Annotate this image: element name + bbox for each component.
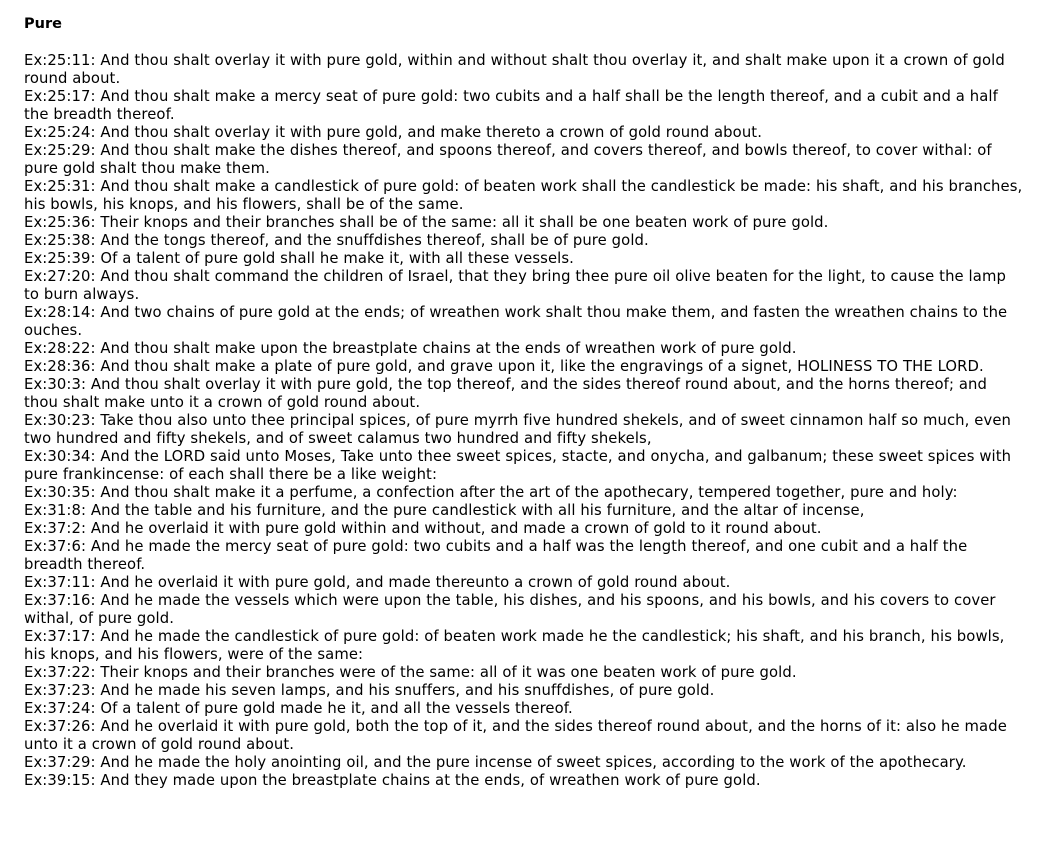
- verse-entry: Ex:37:17: And he made the candlestick of pure gold: of beaten work made he the candlestick; his shaft, and his branch, his bowls, his knops, and his flowers, were of the same:: [24, 628, 1005, 663]
- verse-entry: Ex:30:35: And thou shalt make it a perfume, a confection after the art of the apothecary, tempered together, pure and holy:: [24, 484, 958, 501]
- verse-entry: Ex:37:22: Their knops and their branches were of the same: all of it was one beaten work of pure gold.: [24, 664, 797, 681]
- verse-entry: Ex:37:16: And he made the vessels which were upon the table, his dishes, and his spoons, and his bowls, and his covers to cover withal, of pure gold.: [24, 592, 996, 627]
- verse-entry: Ex:28:36: And thou shalt make a plate of pure gold, and grave upon it, like the engravings of a signet, HOLINESS TO THE LORD.: [24, 358, 984, 375]
- verse-entry: Ex:27:20: And thou shalt command the children of Israel, that they bring thee pure oil olive beaten for the light, to cause the lamp to burn always.: [24, 268, 1006, 303]
- verse-entry: Ex:25:11: And thou shalt overlay it with pure gold, within and without shalt thou overlay it, and shalt make upon it a crown of gold round about.: [24, 52, 1005, 87]
- verse-entry: Ex:31:8: And the table and his furniture, and the pure candlestick with all his furniture, and the altar of incense,: [24, 502, 865, 519]
- verse-entry: Ex:37:24: Of a talent of pure gold made he it, and all the vessels thereof.: [24, 700, 573, 717]
- verse-entry: Ex:37:2: And he overlaid it with pure gold within and without, and made a crown of gold to it round about.: [24, 520, 822, 537]
- verse-entry: Ex:37:11: And he overlaid it with pure gold, and made thereunto a crown of gold round about.: [24, 574, 731, 591]
- verse-entry: Ex:25:24: And thou shalt overlay it with pure gold, and make thereto a crown of gold round about.: [24, 124, 762, 141]
- document-page: [24, 14, 1024, 790]
- verse-entry: Ex:37:29: And he made the holy anointing oil, and the pure incense of sweet spices, according to the work of the apothecary.: [24, 754, 967, 771]
- verse-entry: Ex:30:23: Take thou also unto thee principal spices, of pure myrrh five hundred shekels, and of sweet cinnamon half so much, even two hundred and fifty shekels, and of sweet calamus two hundred and fifty shekels,: [24, 412, 1012, 447]
- verse-entry: Ex:30:3: And thou shalt overlay it with pure gold, the top thereof, and the sides thereof round about, and the horns thereof; and thou shalt make unto it a crown of gold round about.: [24, 376, 988, 411]
- verse-entry: Ex:25:38: And the tongs thereof, and the snuffdishes thereof, shall be of pure gold.: [24, 232, 649, 249]
- verse-entry: Ex:37:26: And he overlaid it with pure gold, both the top of it, and the sides thereof round about, and the horns of it: also he made unto it a crown of gold round about.: [24, 718, 1007, 753]
- verse-entry: Ex:37:6: And he made the mercy seat of pure gold: two cubits and a half was the length thereof, and one cubit and a half the breadth thereof.: [24, 538, 968, 573]
- verse-entry: Ex:28:14: And two chains of pure gold at the ends; of wreathen work shalt thou make them, and fasten the wreathen chains to the ouches.: [24, 304, 1008, 339]
- verse-entry: Ex:25:29: And thou shalt make the dishes thereof, and spoons thereof, and covers thereof, and bowls thereof, to cover withal: of pure gold shalt thou make them.: [24, 142, 992, 177]
- verse-entry: Ex:25:17: And thou shalt make a mercy seat of pure gold: two cubits and a half shall be the length thereof, and a cubit and a half the breadth thereof.: [24, 88, 998, 123]
- verse-entry: Ex:25:31: And thou shalt make a candlestick of pure gold: of beaten work shall the candlestick be made: his shaft, and his branches, his bowls, his knops, and his flowers, shall be of the same.: [24, 178, 1023, 213]
- verse-entry: Ex:39:15: And they made upon the breastplate chains at the ends, of wreathen work of pure gold.: [24, 772, 761, 789]
- verse-entry: Ex:25:39: Of a talent of pure gold shall he make it, with all these vessels.: [24, 250, 574, 267]
- verse-entry: Ex:28:22: And thou shalt make upon the breastplate chains at the ends of wreathen work of pure gold.: [24, 340, 797, 357]
- page-title: Pure: [24, 16, 62, 32]
- verse-list: [24, 52, 1024, 790]
- verse-entry: Ex:37:23: And he made his seven lamps, and his snuffers, and his snuffdishes, of pure gold.: [24, 682, 715, 699]
- verse-entry: Ex:25:36: Their knops and their branches shall be of the same: all it shall be one beaten work of pure gold.: [24, 214, 829, 231]
- verse-entry: Ex:30:34: And the LORD said unto Moses, Take unto thee sweet spices, stacte, and onycha, and galbanum; these sweet spices with pure frankincense: of each shall there be a like weight:: [24, 448, 1012, 483]
